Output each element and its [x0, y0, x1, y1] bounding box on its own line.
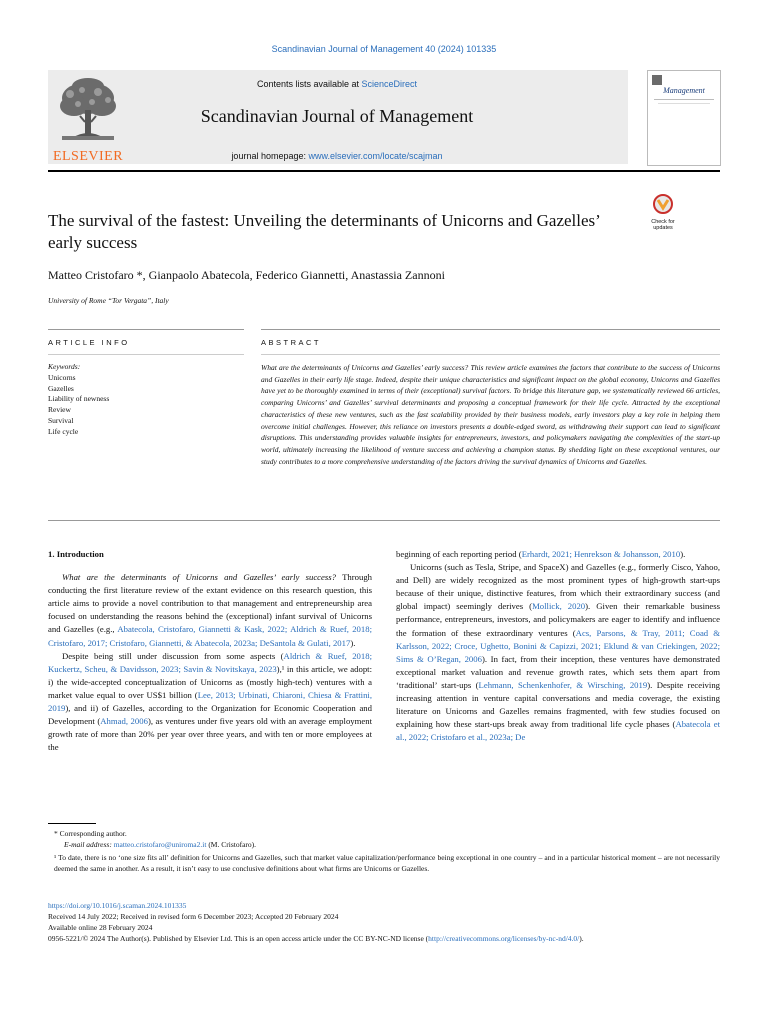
license-line: 0956-5221/© 2024 The Author(s). Published by Elsevier Ltd. This is an open access article under the CC BY-NC-ND license (http://creativecommons.org/licenses/by-nc-nd/4.0/). — [48, 934, 584, 943]
keyword-item: Liability of newness — [48, 394, 110, 404]
article-info-rule — [48, 354, 244, 355]
citation-link[interactable]: Abatecola et al., 2022; Cristofaro et al., 2023a; De — [396, 719, 720, 743]
elsevier-tree-logo — [52, 76, 124, 148]
header-rule — [48, 170, 720, 172]
intro-paragraph-3: Unicorns (such as Tesla, Stripe, and SpaceX) and Gazelles (e.g., formerly Cisco, Yahoo, and Dell) are widely recognized as the most prominent types of high-growth start-ups because of their unique, distinctive features, from which their extraordinary success (and global impact) seemingly derives (Mollick, 2020). Given their remarkable business performance, entrepreneurs, investors, and policymakers are eager to identify and influence the formation of these extraordinary ventures (Acs, Parsons, & Tray, 2011; Coad & Karlsson, 2022; Croce, Ughetto, Bonini & Capizzi, 2021; Eklund & van Criekingen, 2022; Sims & O’Regan, 2006). In fact, from their inception, these ventures have demonstrated exceptional market valuation and revenue growth rates, which sets them apart from ‘traditional’ start-ups (Lehmann, Schenkenhofer, & Wirsching, 2019). Despite receiving increasing attention in venture capital conversations and media coverage, the existing literature on Unicorns and Gazelles remains fragmented, with few studies focused on explaining how these start-ups break away from traditional life cycle phases (Abatecola et al., 2022; Cristofaro et al., 2023a; De — [396, 562, 721, 743]
keyword-item: Survival — [48, 415, 74, 425]
article-info-heading: ARTICLE INFO — [48, 338, 130, 347]
body-right-column — [396, 548, 720, 744]
citation-link[interactable]: Acs, Parsons, & Tray, 2011; Coad & Karlsson, 2022; Croce, Ughetto, Bonini & Capizzi, 2021; Eklund & van Criekingen, 2022; Sims & O’Regan, 2006 — [396, 627, 721, 664]
citation-link[interactable]: Ahmad, 2006 — [100, 716, 148, 727]
article-info-rule-top — [48, 329, 244, 330]
available-online: Available online 28 February 2024 — [48, 923, 153, 932]
intro-paragraph-2-cont: beginning of each reporting period (Erhardt, 2021; Henrekson & Johansson, 2010). — [396, 549, 686, 559]
received-dates: Received 14 July 2022; Received in revised form 6 December 2023; Accepted 20 February 2024 — [48, 912, 339, 921]
intro-paragraph-1: What are the determinants of Unicorns and Gazelles’ early success? Through conducting the first literature review of the extant evidence on this research question, this article aims to provide a novel contribution to that management and entrepreneurship area focused on understanding the reasons behind the (exceptional) infant survival of Unicorns and Gazelles (e.g., Abatecola, Cristofaro, Giannetti & Kask, 2022; Aldrich & Ruef, 2018; Cristofaro, 2017; Cristofaro, Giannetti, & Abatecola, 2023a; DeSantola & Gulati, 2017). — [48, 572, 373, 648]
keyword-item: Gazelles — [48, 383, 74, 393]
citation-link[interactable]: Erhardt, 2021; Henrekson & Johansson, 2010 — [521, 549, 681, 559]
intro-heading: 1. Introduction — [48, 549, 104, 559]
affiliation: University of Rome “Tor Vergata”, Italy — [48, 296, 169, 305]
abstract-rule — [261, 354, 720, 355]
publisher-name: ELSEVIER — [52, 149, 124, 164]
homepage-line: journal homepage: www.elsevier.com/locate/scajman — [231, 151, 443, 161]
abstract-rule-top — [261, 329, 720, 330]
author-list: Matteo Cristofaro *, Gianpaolo Abatecola, Federico Giannetti, Anastassia Zannoni — [48, 268, 445, 282]
author-email-link[interactable]: matteo.cristofaro@uniroma2.it — [113, 840, 207, 849]
section-divider — [48, 520, 720, 521]
intro-paragraph-2: Despite being still under discussion from some aspects (Aldrich & Ruef, 2018; Kuckertz, Scheu, & Davidsson, 2023; Savin & Novitskaya, 2023),¹ in this article, we adopt: i) the wide-accepted conceptualization of Unicorns as (mostly high-tech) ventures with a market value equal to over US$1 billion (Lee, 2013; Urbinati, Chiaroni, Chiesa & Frattini, 2019), and ii) of Gazelles, according to the Organization for Economic Cooperation and Development (Ahmad, 2006), as ventures under five years old with an average employment growth rate of more than 20% per year over three years, and with ten or more employees at the — [48, 650, 372, 753]
abstract-heading: ABSTRACT — [261, 338, 322, 347]
keywords-block — [48, 362, 109, 438]
homepage-link[interactable]: www.elsevier.com/locate/scajman — [308, 151, 443, 161]
sciencedirect-link[interactable]: ScienceDirect — [361, 79, 418, 89]
badge-line-2: updates — [653, 225, 673, 231]
check-for-updates-badge[interactable] — [646, 194, 680, 230]
footnotes — [48, 828, 720, 874]
footnote-1: ¹ To date, there is no ‘one size fits all’ definition for Unicorns and Gazelles, such that market value capitalization/performance being exceptional in one country – and in a particular historical moment – are not necessarily deemed the same in another. As a result, it isn’t easy to use conclusive definitions about what firms are Unicorns or Gazelles. — [54, 853, 720, 873]
abstract-text: What are the determinants of Unicorns and Gazelles’ early success? This review article examines the factors that contribute to the success of Unicorns and Gazelles in their early life stage. Indeed, despite their unique characteristics and significant impact on the global economy, Unicorns and Gazelles have yet to be thoroughly examined in terms of their (exceptional) survival factors. To bridge this literature gap, we systematically reviewed 66 articles, comparing Unicorns’ and Gazelles’ survival determinants and proposing a conceptual framework for their life cycle. Attracted by the exceptional characteristics of these new ventures, such as the fast scalability provided by their business models, early investors play a key role in helping them overcome initial challenges. However, this reliance on investors presents a double-edged sword, as withdrawing their support can lead to significant disruptions. This understanding provides valuable insights for entrepreneurs, investors, and policymakers navigating the complexities of the start-up world, ultimately increasing the likelihood of venture success and achieving a champion status. By shedding light on these exceptional ventures, our study contributes to a more comprehensive understanding of the factors driving the survival dynamics of Unicorns and Gazelles. — [261, 363, 720, 466]
citation-link[interactable]: Mollick, 2020 — [532, 601, 586, 612]
article-title: The survival of the fastest: Unveiling the determinants of Unicorns and Gazelles’ early success — [48, 211, 600, 252]
corresponding-author-note: * Corresponding author. — [54, 829, 127, 838]
email-note: E-mail address: matteo.cristofaro@uniroma2.it (M. Cristofaro). — [64, 840, 257, 849]
journal-name: Scandinavian Journal of Management — [200, 106, 474, 126]
keyword-item: Unicorns — [48, 372, 76, 382]
journal-citation[interactable]: Scandinavian Journal of Management 40 (2024) 101335 — [271, 44, 497, 54]
citation-link[interactable]: Aldrich & Ruef, 2018; Kuckertz, Scheu, & Davidsson, 2023; Savin & Novitskaya, 2023 — [48, 650, 372, 674]
cover-divider — [658, 103, 710, 104]
check-updates-icon — [646, 194, 680, 214]
keyword-item: Life cycle — [48, 426, 79, 436]
footnote-rule — [48, 823, 96, 824]
body-left-column — [48, 548, 372, 754]
keyword-item: Review — [48, 405, 71, 415]
cover-divider — [654, 99, 714, 100]
doi-link[interactable]: https://doi.org/10.1016/j.scaman.2024.101335 — [48, 901, 187, 910]
citation-link[interactable]: Lee, 2013; Urbinati, Chiaroni, Chiesa & Frattini, 2019 — [48, 689, 372, 714]
contents-line: Contents lists available at ScienceDirect — [256, 79, 418, 89]
article-meta — [48, 900, 720, 944]
citation-link[interactable]: Abatecola, Cristofaro, Giannetti & Kask, 2022; Aldrich & Ruef, 2018; Cristofaro, 2017; Cristofaro, Giannetti, & Abatecola, 2023a; DeSantola & Gulati, 2017 — [48, 624, 372, 648]
cover-title: Management — [663, 86, 705, 95]
cover-logo-mark — [652, 75, 662, 85]
badge-line-1: Check for — [651, 219, 675, 225]
license-link[interactable]: http://creativecommons.org/licenses/by-nc-nd/4.0/ — [428, 934, 580, 943]
journal-cover[interactable] — [647, 70, 721, 166]
keywords-heading: Keywords: — [48, 362, 81, 371]
citation-link[interactable]: Lehmann, Schenkenhofer, & Wirsching, 2019 — [478, 679, 648, 690]
